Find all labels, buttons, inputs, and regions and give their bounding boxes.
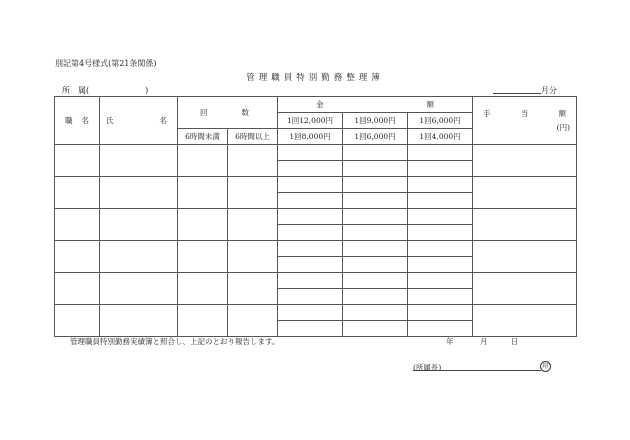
header-row-1 [55,97,577,113]
position-cell[interactable] [55,273,100,305]
name-cell[interactable] [100,241,178,273]
amount-cell[interactable] [343,177,408,193]
name-cell[interactable] [100,145,178,177]
amount-cell[interactable] [343,193,408,209]
position-cell[interactable] [55,145,100,177]
allowance-cell[interactable] [473,241,577,273]
count-under-cell[interactable] [178,145,228,177]
position-cell[interactable] [55,305,100,337]
amount-cell[interactable] [408,273,473,289]
amount-cell[interactable] [278,225,343,241]
count-under-cell[interactable] [178,209,228,241]
amount-cell[interactable] [278,177,343,193]
header-amount: 金 額 [278,97,473,113]
signature-label: (所属長) [413,363,442,372]
amount-cell[interactable] [408,289,473,305]
table-row [55,305,577,321]
header-position: 職 名 [55,97,100,145]
amount-cell[interactable] [343,241,408,257]
amount-cell[interactable] [343,145,408,161]
amount-cell[interactable] [343,257,408,273]
count-over-cell[interactable] [228,209,278,241]
amount-cell[interactable] [278,161,343,177]
amount-cell[interactable] [278,257,343,273]
amount-cell[interactable] [408,209,473,225]
signature-line [413,370,541,371]
count-under-cell[interactable] [178,305,228,337]
affiliation-field: 所 属( ) [62,86,149,95]
amount-cell[interactable] [408,145,473,161]
amount-cell[interactable] [343,321,408,337]
amount-cell[interactable] [343,289,408,305]
header-name: 氏 名 [100,97,178,145]
count-under-cell[interactable] [178,177,228,209]
amount-cell[interactable] [408,161,473,177]
amount-cell[interactable] [343,161,408,177]
count-over-cell[interactable] [228,145,278,177]
amount-cell[interactable] [408,225,473,241]
amount-cell[interactable] [343,209,408,225]
position-cell[interactable] [55,177,100,209]
table-row [55,273,577,289]
rate-8000: 1回8,000円 [278,129,343,145]
amount-cell[interactable] [343,225,408,241]
amount-cell[interactable] [278,145,343,161]
amount-cell[interactable] [278,321,343,337]
month-suffix-label: 月分 [541,86,557,95]
allowance-unit: (円) [556,122,571,132]
allowance-cell[interactable] [473,145,577,177]
date-day-label: 日 [511,337,519,346]
amount-cell[interactable] [278,289,343,305]
amount-cell[interactable] [343,273,408,289]
position-cell[interactable] [55,209,100,241]
amount-cell[interactable] [408,321,473,337]
name-cell[interactable] [100,305,178,337]
month-input-line [493,93,541,94]
amount-cell[interactable] [278,209,343,225]
table-row [55,209,577,225]
seal-icon: 印 [540,361,551,372]
table-row [55,145,577,161]
allowance-cell[interactable] [473,305,577,337]
allowance-cell[interactable] [473,273,577,305]
rate-6000-b: 1回6,000円 [343,129,408,145]
rate-9000: 1回9,000円 [343,113,408,129]
header-count: 回 数 [178,97,278,129]
name-cell[interactable] [100,273,178,305]
name-cell[interactable] [100,209,178,241]
form-number-label: 別記第4号様式(第21条関係) [55,59,157,68]
rate-12000: 1回12,000円 [278,113,343,129]
count-over-cell[interactable] [228,305,278,337]
allowance-cell[interactable] [473,177,577,209]
count-under-cell[interactable] [178,273,228,305]
certification-note: 管理職員特別勤務実績簿と照合し、上記のとおり報告します。 [70,337,280,346]
count-over-cell[interactable] [228,241,278,273]
count-over-cell[interactable] [228,177,278,209]
count-under-cell[interactable] [178,241,228,273]
date-year-label: 年 [446,337,454,346]
document-title: 管理職員特別勤務整理簿 [246,73,384,83]
amount-cell[interactable] [278,241,343,257]
count-under-6h: 6時間未満 [178,129,228,145]
amount-cell[interactable] [408,257,473,273]
table-row [55,241,577,257]
count-over-cell[interactable] [228,273,278,305]
position-cell[interactable] [55,241,100,273]
allowance-cell[interactable] [473,209,577,241]
amount-cell[interactable] [408,177,473,193]
header-allowance: 手 当 額 (円) [473,97,577,145]
date-month-label: 月 [480,337,488,346]
table-row [55,177,577,193]
amount-cell[interactable] [343,305,408,321]
amount-cell[interactable] [278,305,343,321]
amount-cell[interactable] [408,193,473,209]
amount-cell[interactable] [278,273,343,289]
name-cell[interactable] [100,177,178,209]
amount-cell[interactable] [408,305,473,321]
rate-4000: 1回4,000円 [408,129,473,145]
count-over-6h: 6時間以上 [228,129,278,145]
amount-cell[interactable] [408,241,473,257]
rate-6000: 1回6,000円 [408,113,473,129]
amount-cell[interactable] [278,193,343,209]
duty-ledger-table [54,96,577,337]
